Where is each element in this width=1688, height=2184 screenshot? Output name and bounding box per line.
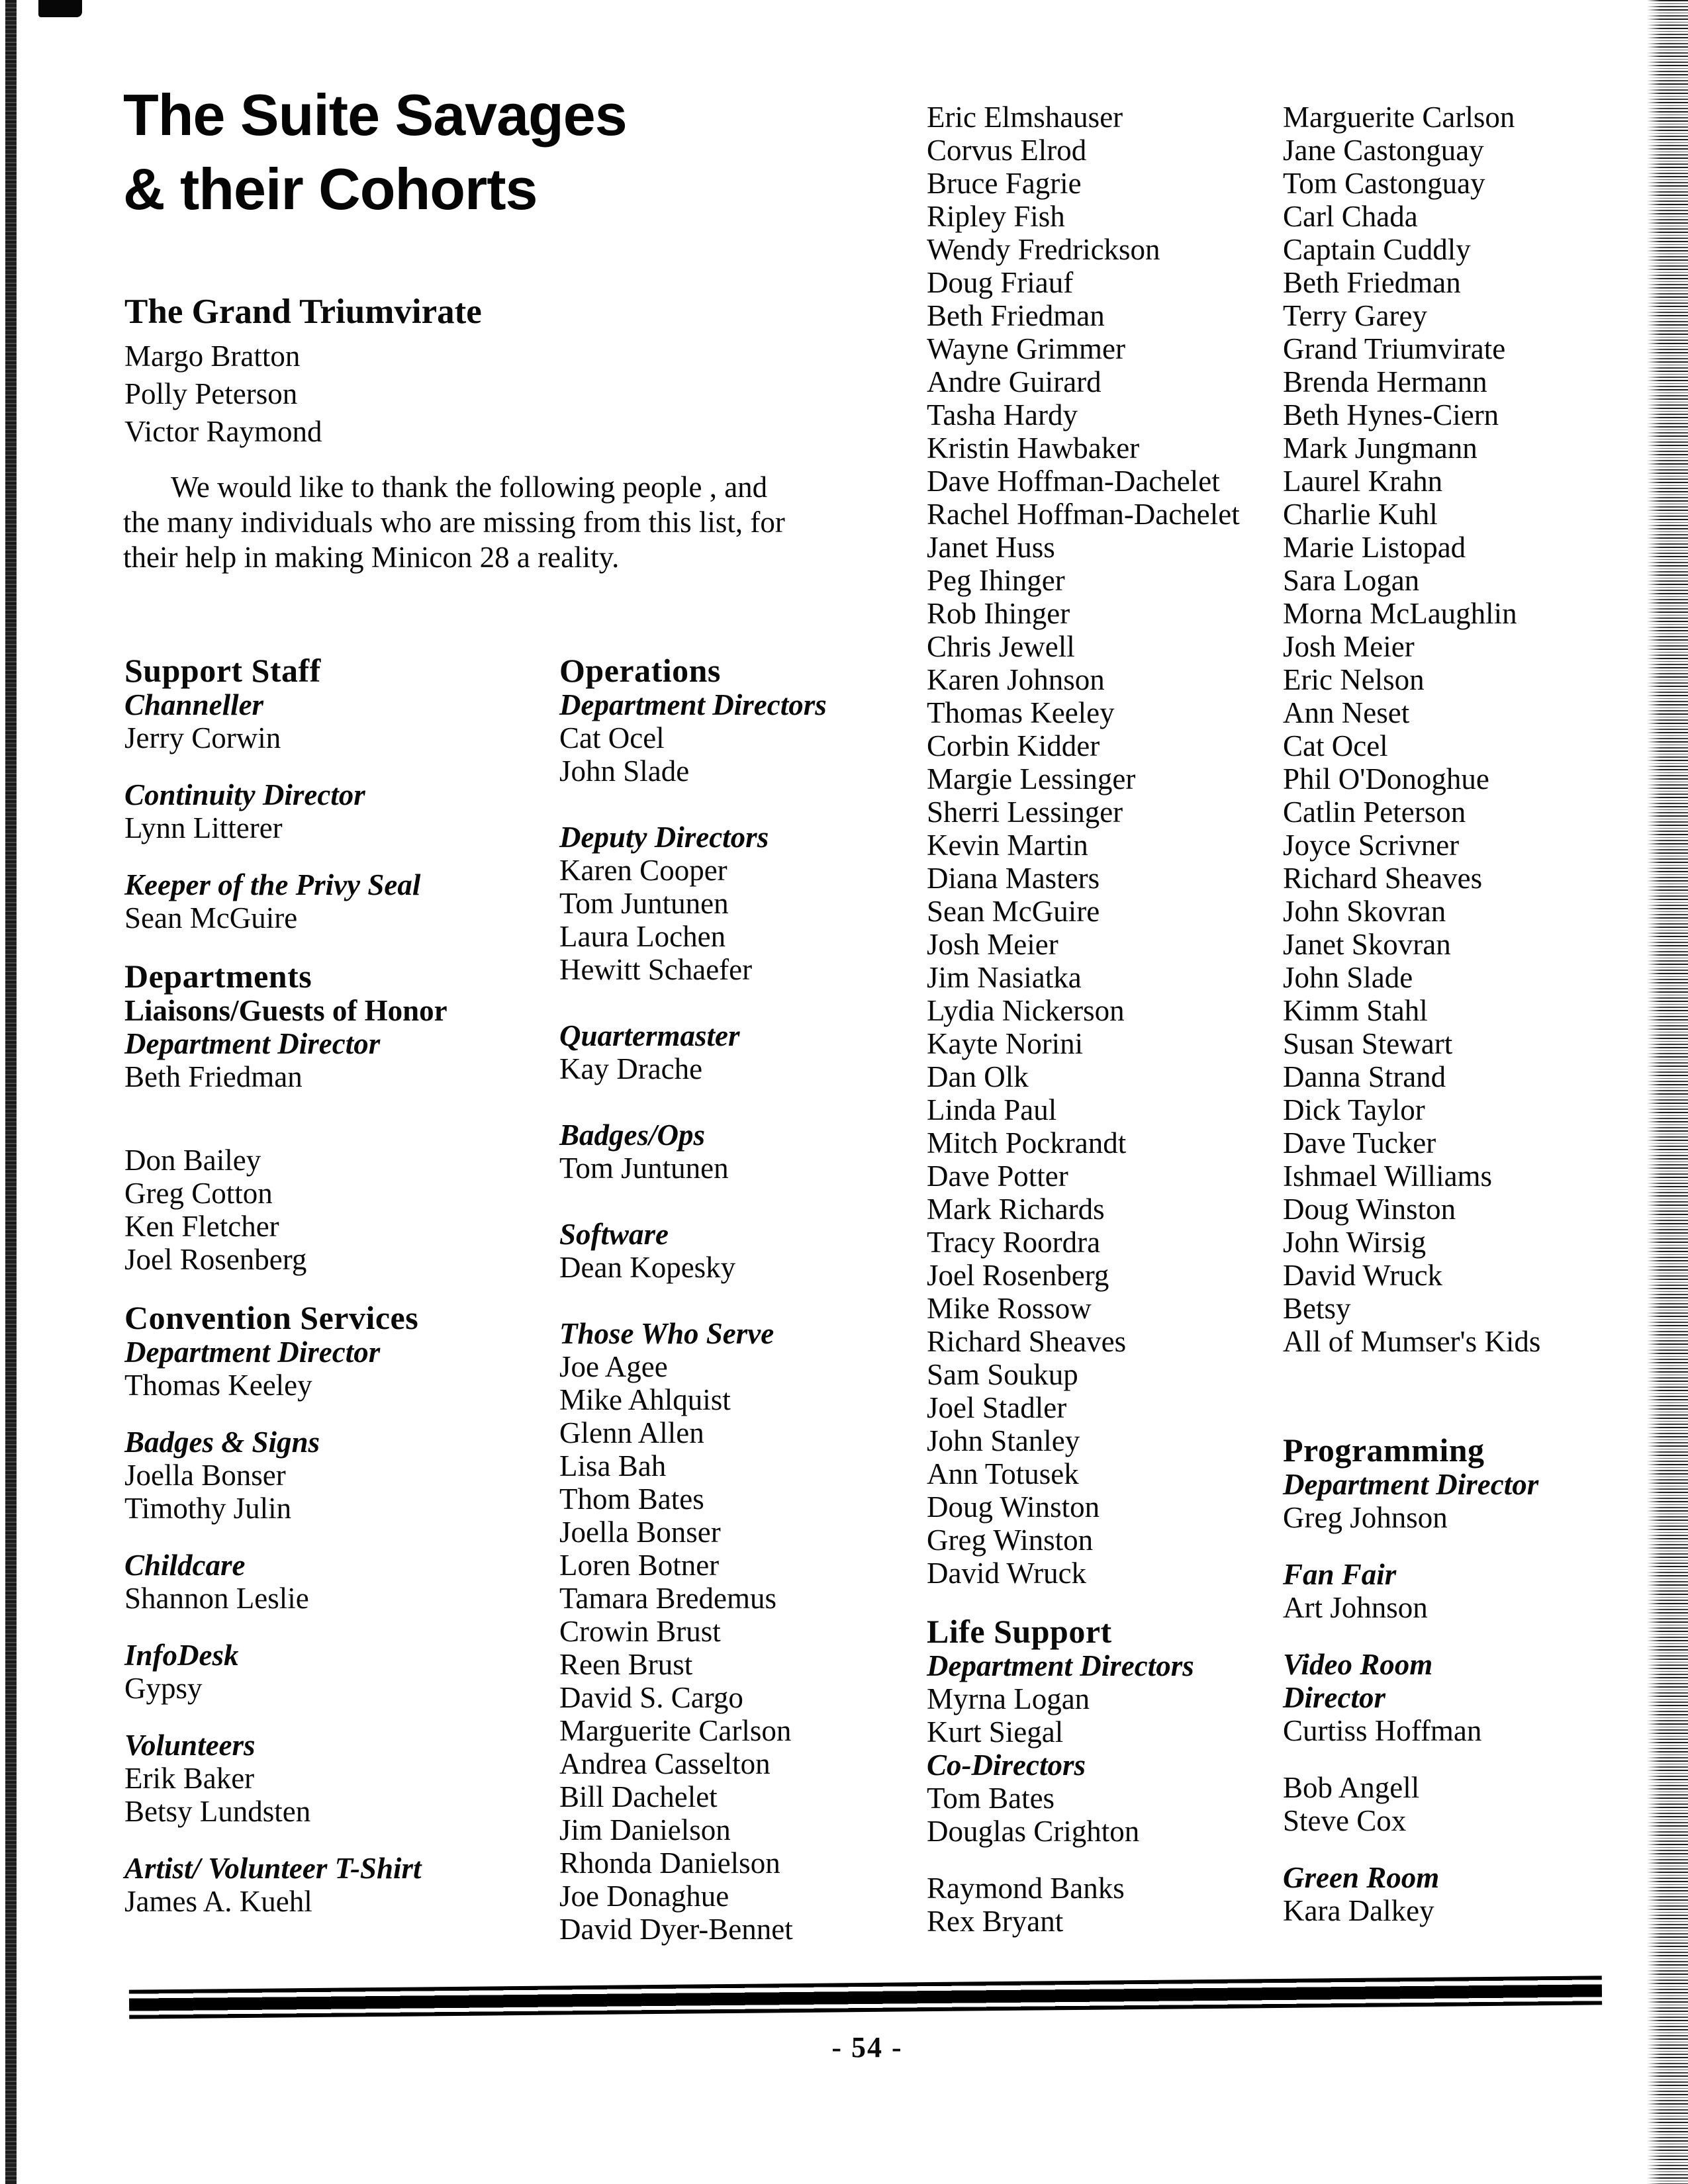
role-heading: Department Director — [1283, 1468, 1539, 1501]
person-name: Joel Rosenberg — [927, 1259, 1109, 1292]
person-name: Lisa Bah — [559, 1449, 667, 1482]
person-name: Sean McGuire — [927, 895, 1100, 928]
role-heading: Department Director — [124, 1336, 381, 1369]
intro-line: their help in making Minicon 28 a reality. — [123, 541, 620, 574]
person-name: Rex Bryant — [927, 1905, 1064, 1938]
person-name: Richard Sheaves — [1283, 862, 1483, 895]
person-name: Tom Bates — [927, 1782, 1055, 1815]
person-name: Greg Cotton — [124, 1177, 273, 1210]
person-name: Kurt Siegal — [927, 1715, 1064, 1749]
person-name: Dean Kopesky — [559, 1251, 736, 1284]
person-name: Mitch Pockrandt — [927, 1126, 1127, 1160]
role-heading: Quartermaster — [559, 1019, 740, 1052]
person-name: David S. Cargo — [559, 1681, 743, 1714]
person-name: Kayte Norini — [927, 1027, 1084, 1060]
person-name: Terry Garey — [1283, 299, 1427, 332]
role-heading: Director — [1283, 1681, 1385, 1714]
person-name: Tracy Roordra — [927, 1226, 1101, 1259]
person-name: Kay Drache — [559, 1052, 703, 1085]
person-name: Marguerite Carlson — [1283, 101, 1515, 134]
grand-triumvirate-section — [124, 291, 482, 451]
person-name: Mark Richards — [927, 1193, 1105, 1226]
role-heading: Green Room — [1283, 1861, 1440, 1894]
person-name: Douglas Crighton — [927, 1815, 1140, 1848]
scan-corner-mark — [38, 0, 82, 17]
spacer — [1283, 1358, 1654, 1432]
person-name: Danna Strand — [1283, 1060, 1446, 1093]
person-name: Greg Johnson — [1283, 1501, 1448, 1534]
intro-paragraph — [123, 470, 785, 575]
page-title-line-2: & their Cohorts — [123, 156, 538, 222]
role-heading: Department Directors — [927, 1649, 1194, 1682]
person-name: Kristin Hawbaker — [927, 432, 1140, 465]
person-name: Corbin Kidder — [927, 729, 1100, 762]
spacer — [124, 754, 495, 778]
person-name: Grand Triumvirate — [1283, 332, 1506, 365]
person-name: Sherri Lessinger — [927, 796, 1123, 829]
person-name: Phil O'Donoghue — [1283, 762, 1489, 796]
section-heading: Convention Services — [124, 1299, 419, 1336]
section-heading: Programming — [1283, 1432, 1485, 1469]
person-name: Morna McLaughlin — [1283, 597, 1517, 630]
person-name: Bill Dachelet — [559, 1780, 718, 1813]
person-name: Brenda Hermann — [1283, 365, 1487, 398]
person-name: Chris Jewell — [927, 630, 1075, 663]
section-heading: Support Staff — [124, 652, 321, 689]
spacer — [124, 1276, 495, 1300]
person-name: Art Johnson — [1283, 1591, 1428, 1624]
person-name: Don Bailey — [124, 1144, 261, 1177]
person-name: Joel Rosenberg — [124, 1243, 307, 1276]
person-name: Sam Soukup — [927, 1358, 1078, 1391]
person-name: John Slade — [1283, 961, 1413, 994]
person-name: Jim Danielson — [559, 1813, 731, 1846]
person-name: Joella Bonser — [124, 1459, 286, 1492]
spacer — [1283, 1747, 1654, 1771]
person-name: Polly Peterson — [124, 377, 298, 410]
spacer — [1283, 1624, 1654, 1648]
person-name: Catlin Peterson — [1283, 796, 1466, 829]
staff-column-2 — [559, 653, 930, 1946]
person-name: Doug Winston — [1283, 1193, 1456, 1226]
person-name: Tom Juntunen — [559, 1152, 729, 1185]
person-name: Laura Lochen — [559, 920, 726, 953]
person-name: Ken Fletcher — [124, 1210, 279, 1243]
person-name: Kimm Stahl — [1283, 994, 1428, 1027]
spacer — [124, 1705, 495, 1729]
person-name: Thomas Keeley — [124, 1369, 312, 1402]
section-heading: The Grand Triumvirate — [124, 293, 482, 331]
person-name: Rachel Hoffman-Dachelet — [927, 498, 1240, 531]
person-name: Dan Olk — [927, 1060, 1029, 1093]
person-name: Laurel Krahn — [1283, 465, 1443, 498]
person-name: Kevin Martin — [927, 829, 1088, 862]
person-name: Hewitt Schaefer — [559, 953, 753, 986]
spacer — [927, 1590, 1297, 1614]
subsection-heading: Liaisons/Guests of Honor — [124, 994, 447, 1027]
person-name: Lydia Nickerson — [927, 994, 1125, 1027]
person-name: Crowin Brust — [559, 1615, 721, 1648]
role-heading: Software — [559, 1218, 669, 1251]
intro-line: the many individuals who are missing from this list, for — [123, 506, 785, 539]
spacer — [559, 1185, 930, 1218]
person-name: Dave Hoffman-Dachelet — [927, 465, 1220, 498]
person-name: Beth Friedman — [927, 299, 1105, 332]
role-heading: Badges/Ops — [559, 1118, 706, 1152]
person-name: Linda Paul — [927, 1093, 1057, 1126]
person-name: Marguerite Carlson — [559, 1714, 792, 1747]
person-name: Lynn Litterer — [124, 811, 283, 844]
person-name: Ann Neset — [1283, 696, 1410, 729]
spacer — [124, 1093, 495, 1144]
person-name: Susan Stewart — [1283, 1027, 1453, 1060]
person-name: Beth Friedman — [124, 1060, 303, 1093]
spacer — [559, 1085, 930, 1118]
spacer — [927, 1848, 1297, 1872]
person-name: Josh Meier — [927, 928, 1058, 961]
person-name: All of Mumser's Kids — [1283, 1325, 1541, 1358]
spacer — [124, 1615, 495, 1639]
staff-column-1 — [124, 653, 495, 1918]
person-name: Reen Brust — [559, 1648, 693, 1681]
role-heading: Fan Fair — [1283, 1558, 1397, 1591]
person-name: Steve Cox — [1283, 1804, 1407, 1837]
person-name: Eric Elmshauser — [927, 101, 1123, 134]
person-name: John Skovran — [1283, 895, 1446, 928]
person-name: David Wruck — [1283, 1259, 1443, 1292]
intro-line: We would like to thank the following people , and — [171, 471, 768, 504]
person-name: Erik Baker — [124, 1762, 255, 1795]
person-name: Ripley Fish — [927, 200, 1065, 233]
role-heading: Artist/ Volunteer T-Shirt — [124, 1852, 422, 1885]
role-heading: Volunteers — [124, 1729, 256, 1762]
role-heading: Childcare — [124, 1549, 246, 1582]
spacer — [124, 1525, 495, 1549]
person-name: Jerry Corwin — [124, 721, 281, 754]
role-heading: InfoDesk — [124, 1639, 239, 1672]
person-name: Wayne Grimmer — [927, 332, 1126, 365]
person-name: Tom Castonguay — [1283, 167, 1485, 200]
person-name: Andrea Casselton — [559, 1747, 771, 1780]
person-name: Andre Guirard — [927, 365, 1102, 398]
person-name: Karen Johnson — [927, 663, 1105, 696]
scan-page-edge-right — [1647, 0, 1688, 2184]
person-name: Dave Tucker — [1283, 1126, 1436, 1160]
spacer — [124, 1402, 495, 1426]
person-name: Sean McGuire — [124, 901, 298, 934]
person-name: Richard Sheaves — [927, 1325, 1127, 1358]
spacer — [559, 1284, 930, 1317]
staff-column-3 — [927, 101, 1297, 1938]
person-name: Bob Angell — [1283, 1771, 1420, 1804]
person-name: Ishmael Williams — [1283, 1160, 1493, 1193]
person-name: Raymond Banks — [927, 1872, 1125, 1905]
person-name: Karen Cooper — [559, 854, 727, 887]
person-name: Josh Meier — [1283, 630, 1415, 663]
person-name: Shannon Leslie — [124, 1582, 309, 1615]
person-name: Charlie Kuhl — [1283, 498, 1438, 531]
role-heading: Video Room — [1283, 1648, 1433, 1681]
person-name: Cat Ocel — [1283, 729, 1388, 762]
person-name: Cat Ocel — [559, 721, 665, 754]
person-name: Loren Botner — [559, 1549, 720, 1582]
section-heading: Departments — [124, 958, 312, 995]
person-name: Peg Ihinger — [927, 564, 1065, 597]
role-heading: Deputy Directors — [559, 821, 769, 854]
staff-column-4 — [1283, 101, 1654, 1927]
spacer — [124, 844, 495, 868]
person-name: Mike Ahlquist — [559, 1383, 731, 1416]
person-name: Carl Chada — [1283, 200, 1418, 233]
person-name: Thom Bates — [559, 1482, 704, 1516]
person-name: Dick Taylor — [1283, 1093, 1425, 1126]
person-name: Joe Donaghue — [559, 1880, 729, 1913]
role-heading: Continuity Director — [124, 778, 365, 811]
role-heading: Badges & Signs — [124, 1426, 320, 1459]
person-name: Kara Dalkey — [1283, 1894, 1434, 1927]
person-name: Diana Masters — [927, 862, 1100, 895]
person-name: Bruce Fagrie — [927, 167, 1082, 200]
person-name: Gypsy — [124, 1672, 203, 1705]
person-name: Rhonda Danielson — [559, 1846, 780, 1880]
person-name: Mike Rossow — [927, 1292, 1092, 1325]
spacer — [124, 1828, 495, 1852]
person-name: Tom Juntunen — [559, 887, 729, 920]
person-name: Betsy — [1283, 1292, 1351, 1325]
page-number: - 54 - — [831, 2031, 903, 2064]
person-name: Mark Jungmann — [1283, 432, 1477, 465]
person-name: Doug Friauf — [927, 266, 1074, 299]
role-heading: Department Director — [124, 1027, 381, 1060]
page-title-line-1: The Suite Savages — [123, 82, 627, 148]
person-name: Tamara Bredemus — [559, 1582, 776, 1615]
section-heading: Life Support — [927, 1613, 1112, 1650]
footer-rule — [129, 1976, 1602, 2019]
person-name: James A. Kuehl — [124, 1885, 312, 1918]
spacer — [559, 986, 930, 1019]
person-name: Captain Cuddly — [1283, 233, 1471, 266]
person-name: David Wruck — [927, 1557, 1087, 1590]
person-name: Betsy Lundsten — [124, 1795, 311, 1828]
person-name: Janet Huss — [927, 531, 1055, 564]
person-name: Joel Stadler — [927, 1391, 1067, 1424]
role-heading: Keeper of the Privy Seal — [124, 868, 421, 901]
person-name: John Slade — [559, 754, 690, 788]
person-name: Sara Logan — [1283, 564, 1420, 597]
person-name: John Wirsig — [1283, 1226, 1427, 1259]
person-name: Doug Winston — [927, 1490, 1100, 1524]
person-name: Timothy Julin — [124, 1492, 292, 1525]
person-name: Victor Raymond — [124, 415, 322, 448]
person-name: David Dyer-Bennet — [559, 1913, 793, 1946]
person-name: Eric Nelson — [1283, 663, 1425, 696]
spacer — [1283, 1534, 1654, 1558]
person-name: Janet Skovran — [1283, 928, 1451, 961]
person-name: Ann Totusek — [927, 1457, 1079, 1490]
person-name: Thomas Keeley — [927, 696, 1115, 729]
person-name: Corvus Elrod — [927, 134, 1087, 167]
person-name: Wendy Fredrickson — [927, 233, 1160, 266]
role-heading: Department Directors — [559, 688, 827, 721]
person-name: Greg Winston — [927, 1524, 1094, 1557]
page-title — [123, 78, 627, 226]
person-name: Tasha Hardy — [927, 398, 1078, 432]
person-name: Jane Castonguay — [1283, 134, 1484, 167]
person-name: Joyce Scrivner — [1283, 829, 1460, 862]
role-heading: Those Who Serve — [559, 1317, 774, 1350]
person-name: Beth Friedman — [1283, 266, 1461, 299]
person-name: Margie Lessinger — [927, 762, 1136, 796]
person-name: Beth Hynes-Ciern — [1283, 398, 1499, 432]
role-heading: Channeller — [124, 688, 264, 721]
person-name: Rob Ihinger — [927, 597, 1070, 630]
person-name: Margo Bratton — [124, 340, 301, 373]
spacer — [559, 788, 930, 821]
spacer — [1283, 1837, 1654, 1861]
person-name: Jim Nasiatka — [927, 961, 1082, 994]
person-name: Joe Agee — [559, 1350, 668, 1383]
spacer — [124, 934, 495, 958]
person-name: Joella Bonser — [559, 1516, 721, 1549]
person-name: Myrna Logan — [927, 1682, 1090, 1715]
person-name: Glenn Allen — [559, 1416, 704, 1449]
role-heading: Co-Directors — [927, 1749, 1086, 1782]
person-name: Dave Potter — [927, 1160, 1068, 1193]
section-heading: Operations — [559, 652, 721, 689]
person-name: Curtiss Hoffman — [1283, 1714, 1482, 1747]
person-name: Marie Listopad — [1283, 531, 1466, 564]
scan-binding-edge-left — [5, 0, 17, 2184]
person-name: John Stanley — [927, 1424, 1080, 1457]
